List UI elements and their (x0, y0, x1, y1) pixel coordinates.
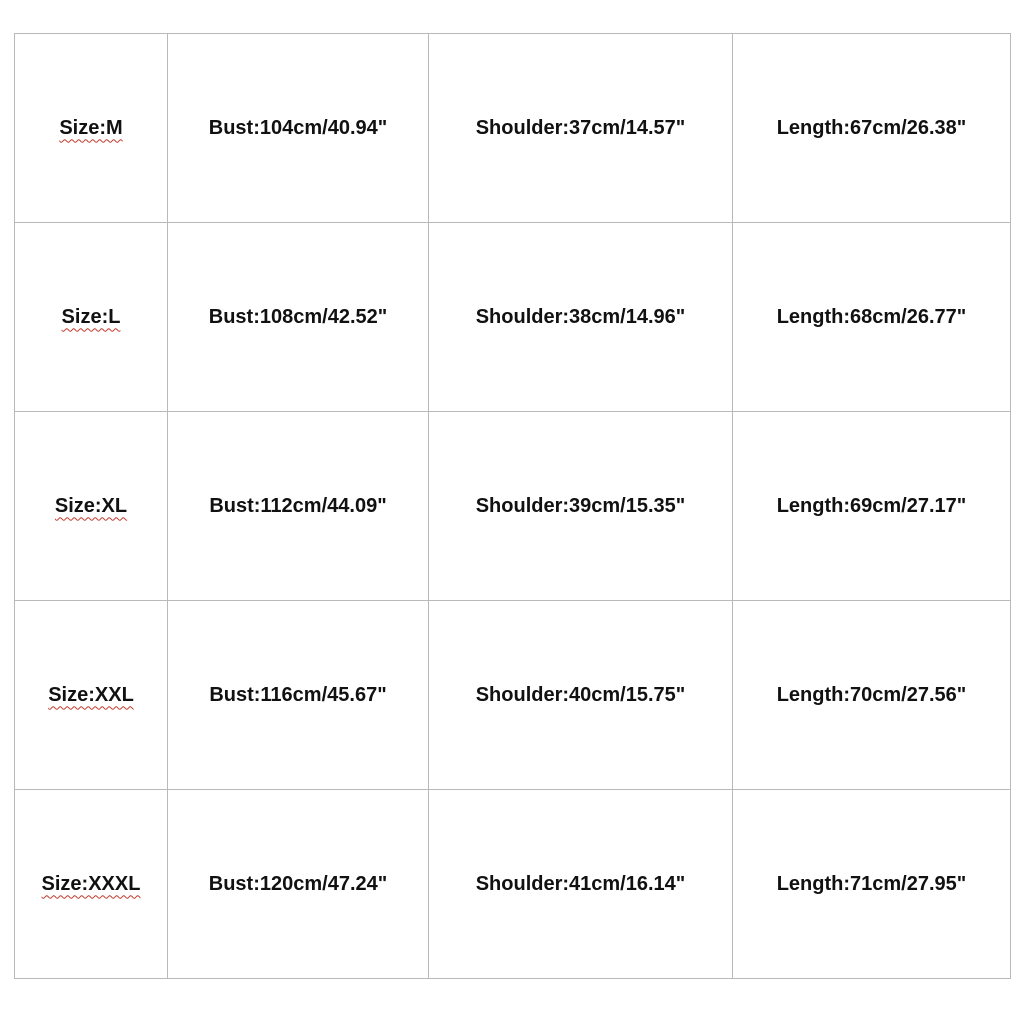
shoulder-cell: Shoulder:37cm/14.57" (429, 34, 733, 223)
size-chart-table (14, 33, 1011, 979)
shoulder-cell: Shoulder:41cm/16.14" (429, 790, 733, 979)
table-row (15, 412, 1011, 601)
size-cell (15, 601, 168, 790)
size-label: Size:L (61, 305, 121, 328)
length-cell: Length:71cm/27.95" (733, 790, 1011, 979)
bust-cell: Bust:120cm/47.24" (168, 790, 429, 979)
bust-cell: Bust:116cm/45.67" (168, 601, 429, 790)
size-cell (15, 412, 168, 601)
bust-cell: Bust:108cm/42.52" (168, 223, 429, 412)
length-cell: Length:69cm/27.17" (733, 412, 1011, 601)
size-cell (15, 223, 168, 412)
table-row (15, 601, 1011, 790)
table-row (15, 790, 1011, 979)
table-row (15, 223, 1011, 412)
size-label: Size:XL (54, 494, 128, 517)
size-cell (15, 34, 168, 223)
length-cell: Length:67cm/26.38" (733, 34, 1011, 223)
shoulder-cell: Shoulder:40cm/15.75" (429, 601, 733, 790)
shoulder-cell: Shoulder:39cm/15.35" (429, 412, 733, 601)
length-cell: Length:68cm/26.77" (733, 223, 1011, 412)
table-row (15, 34, 1011, 223)
size-label: Size:M (59, 116, 123, 139)
bust-cell: Bust:104cm/40.94" (168, 34, 429, 223)
shoulder-cell: Shoulder:38cm/14.96" (429, 223, 733, 412)
length-cell: Length:70cm/27.56" (733, 601, 1011, 790)
size-label: Size:XXL (48, 683, 134, 706)
bust-cell: Bust:112cm/44.09" (168, 412, 429, 601)
size-cell (15, 790, 168, 979)
size-label: Size:XXXL (41, 872, 141, 895)
